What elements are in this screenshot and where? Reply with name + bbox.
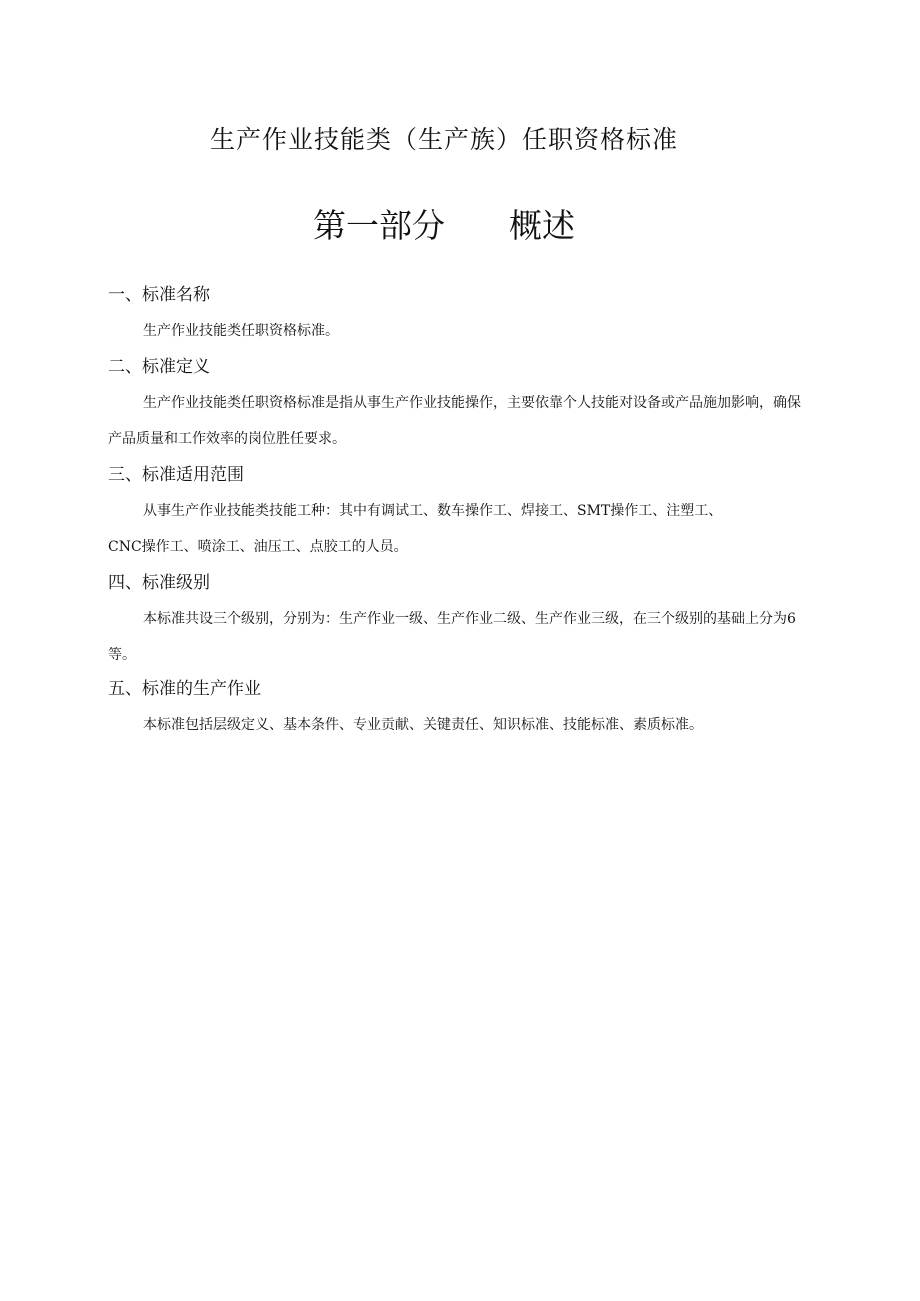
- part-title: [0, 200, 888, 247]
- section-body: 本标准共设三个级别，分别为：生产作业一级、生产作业二级、生产作业三级，在三个级别的基础上分为6等。: [108, 611, 796, 663]
- section-body: [108, 493, 813, 565]
- section-heading: 四、标准级别: [108, 573, 210, 593]
- body-line: 从事生产作业技能类技能工种：其中有调试工、数车操作工、焊接工、SMT操作工、注塑工、: [143, 503, 723, 519]
- section-standard-name: [108, 283, 813, 349]
- document-title: 生产作业技能类（生产族）任职资格标准: [209, 125, 678, 154]
- section-heading: 二、标准定义: [108, 357, 210, 377]
- section-standard-contents: [108, 677, 813, 743]
- section-heading: 五、标准的生产作业: [108, 679, 261, 699]
- section-standard-levels: [108, 571, 813, 673]
- part-label: 第一部分: [313, 206, 445, 245]
- section-scope: [108, 463, 813, 565]
- section-body: 本标准包括层级定义、基本条件、专业贡献、关键责任、知识标准、技能标准、素质标准。: [143, 717, 703, 733]
- section-heading: 三、标准适用范围: [108, 465, 244, 485]
- section-heading: 一、标准名称: [108, 285, 210, 305]
- section-body: 生产作业技能类任职资格标准是指从事生产作业技能操作，主要依靠个人技能对设备或产品施加影响，确保产品质量和工作效率的岗位胜任要求。: [108, 395, 801, 447]
- body-line: CNC操作工、喷涂工、油压工、点胶工的人员。: [108, 539, 408, 555]
- part-name: 概述: [509, 206, 575, 245]
- section-body: 生产作业技能类任职资格标准。: [143, 323, 339, 339]
- section-standard-definition: [108, 355, 813, 457]
